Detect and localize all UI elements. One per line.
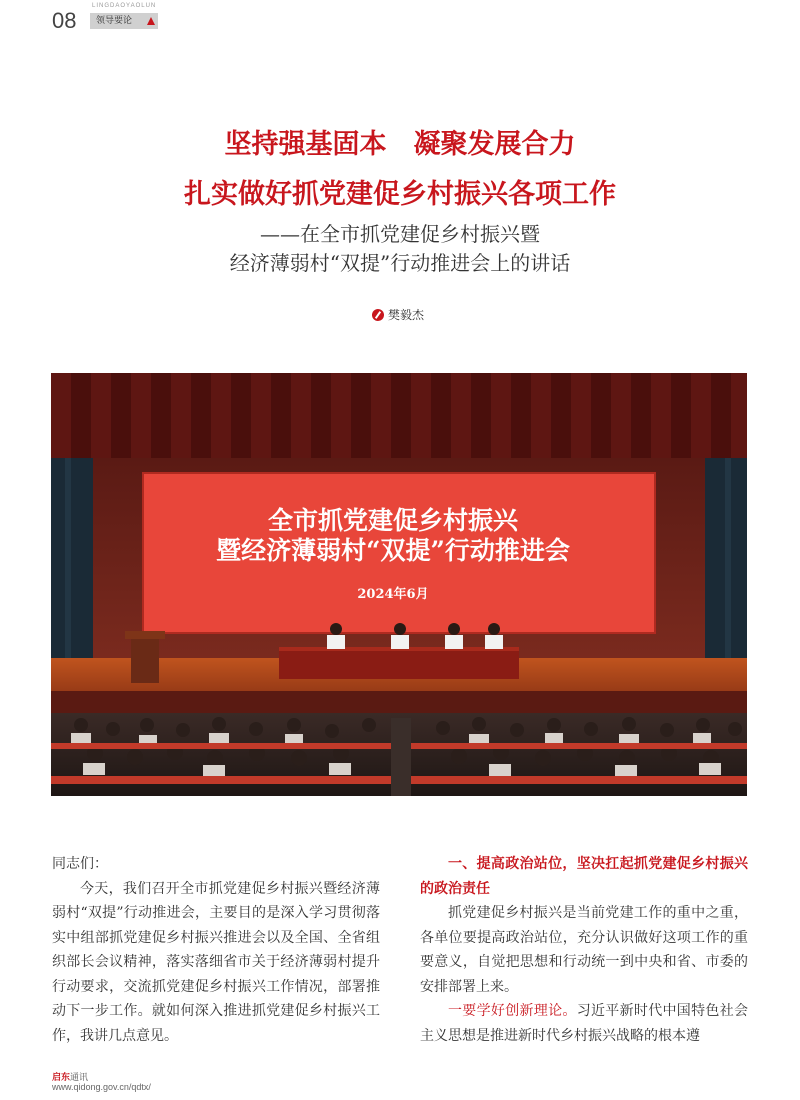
body-paragraph-2: 抓党建促乡村振兴是当前党建工作的重中之重，各单位要提高政治站位，充分认识做好这项工作的重要意义，自觉把思想和行动统一到中央和省、市委的安排部署上来。: [420, 905, 748, 995]
footer-brand-gray: 通讯: [70, 1073, 89, 1083]
meeting-photo: [51, 373, 747, 796]
paragraph-text: 习近平新时代中国特色社会主义思想是推进新时代乡村振兴战略的根本遵: [420, 1003, 749, 1044]
footer-url: www.qidong.gov.cn/qdtx/: [52, 1082, 151, 1092]
page-number: 08: [52, 8, 77, 33]
article-subtitle-line1: ——在全市抓党建促乡村振兴暨: [260, 222, 540, 246]
footer-brand-red: 启东: [52, 1073, 71, 1083]
paragraph-lead: 一要学好创新理论。: [448, 1003, 577, 1019]
section-heading-1: 一、提高政治站位，坚决扛起抓党建促乡村振兴的政治责任: [420, 856, 748, 897]
column-name: 领导要论: [96, 16, 133, 26]
body-right-column: [420, 852, 748, 1048]
author-byline: [372, 306, 424, 323]
banner-title-line1: 全市抓党建促乡村振兴: [267, 506, 518, 535]
greeting: 同志们：: [52, 856, 108, 872]
body-paragraph-1: 今天，我们召开全市抓党建促乡村振兴暨经济薄弱村“双提”行动推进会，主要目的是深入学习贯彻落实中组部抓党建促乡村振兴推进会以及全国、全省组织部长会议精神，落实落细省市关于经济薄弱村提升行动要求，交流抓党建促乡村振兴工作情况，部署推动下一步工作。就如何深入推进抓党建促乡村振兴工作，我讲几点意见。: [52, 880, 380, 1044]
article-title-line2: 扎实做好抓党建促乡村振兴各项工作: [184, 179, 616, 210]
article-subtitle-line2: 经济薄弱村“双提”行动推进会上的讲话: [229, 251, 571, 275]
banner-date: 2024年6月: [357, 587, 429, 602]
article-title-line1: 坚持强基固本 凝聚发展合力: [224, 129, 576, 160]
body-left-column: [52, 852, 380, 1048]
pen-icon: [372, 309, 384, 321]
author-name: 樊毅杰: [388, 308, 425, 322]
body-paragraph-3: [420, 999, 748, 1048]
column-tag: [90, 13, 158, 29]
column-pinyin: LINGDAOYAOLUN: [92, 3, 157, 9]
banner-title-line2: 暨经济薄弱村“双提”行动推进会: [216, 536, 570, 565]
triangle-icon: [147, 17, 155, 25]
